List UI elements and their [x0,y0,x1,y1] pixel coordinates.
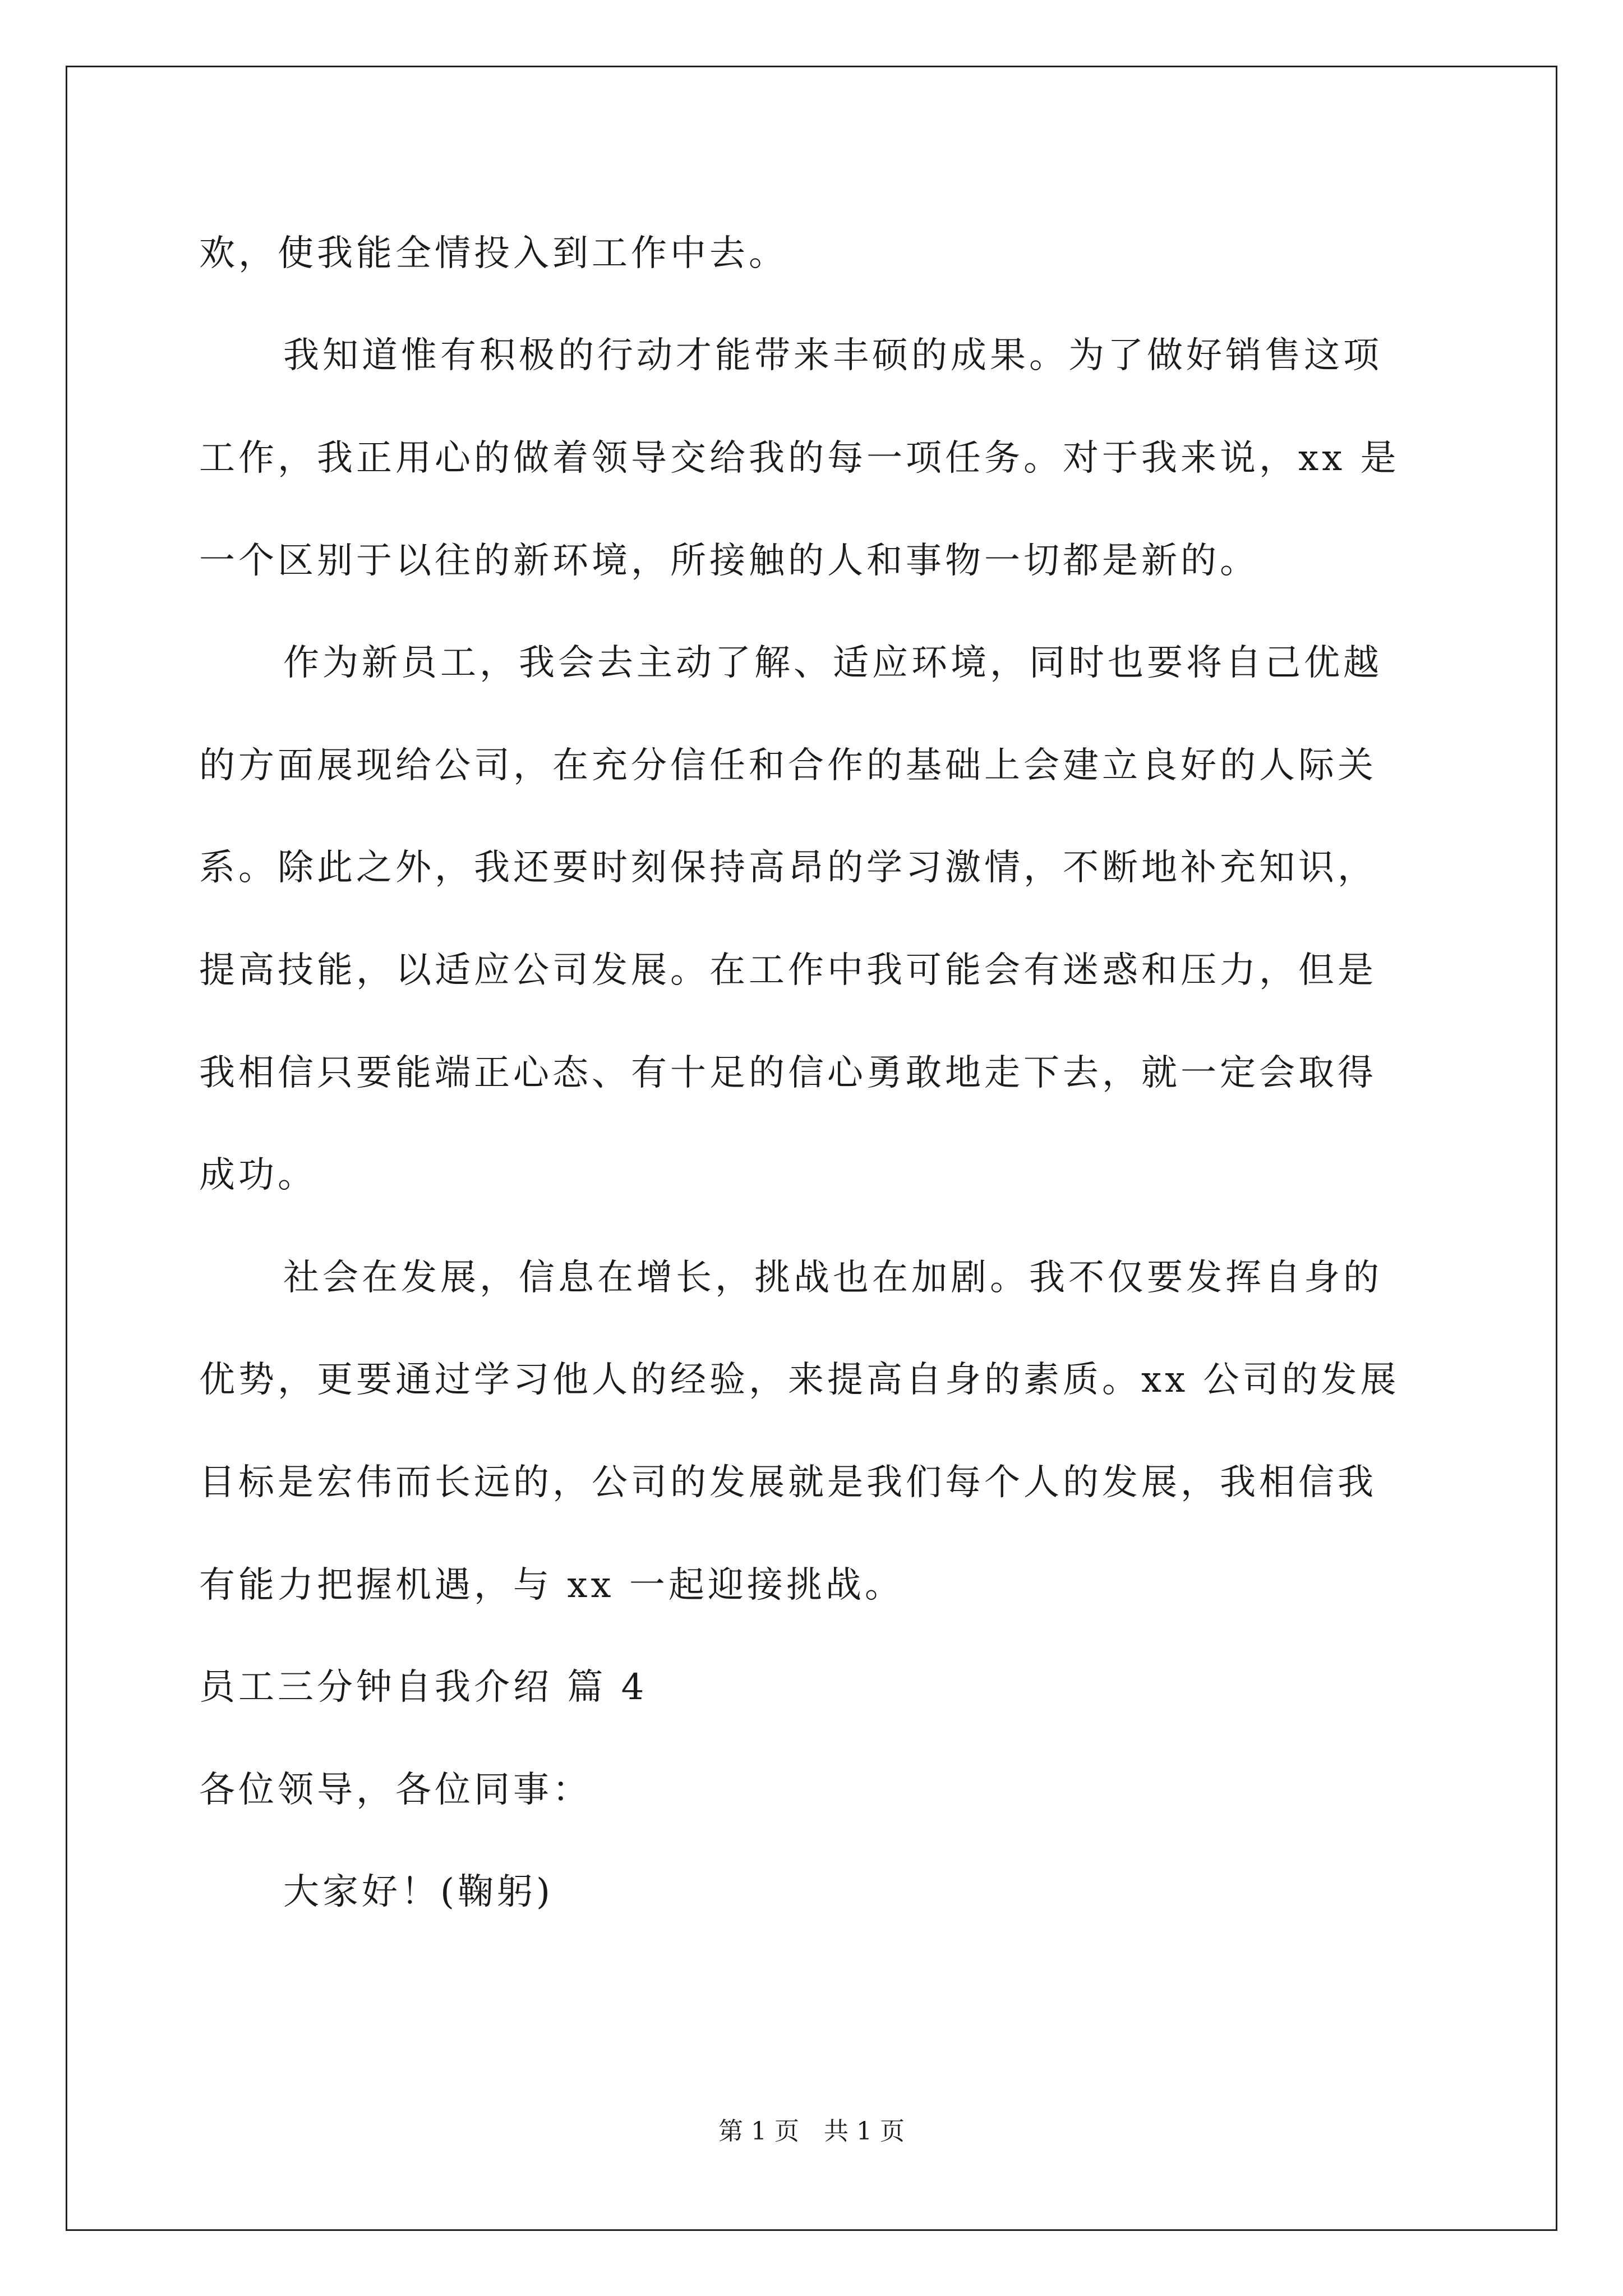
text-line: 我相信只要能端正心态、有十足的信心勇敢地走下去，就一定会取得 [199,1052,1377,1094]
text-line: 的方面展现给公司，在充分信任和合作的基础上会建立良好的人际关 [199,745,1377,786]
text-line: 提高技能，以适应公司发展。在工作中我可能会有迷惑和压力，但是 [199,950,1377,991]
text-line: 系。除此之外，我还要时刻保持高昂的学习激情，不断地补充知识， [199,847,1377,889]
section-heading: 员工三分钟自我介绍 篇 4 [199,1667,648,1708]
paragraph-start-line: 社会在发展，信息在增长，挑战也在加剧。我不仅要发挥自身的 [283,1257,1382,1299]
text-line: 优势，更要通过学习他人的经验，来提高自身的素质。xx 公司的发展 [199,1359,1400,1401]
greeting-line: 大家好！(鞠躬) [283,1871,554,1913]
salutation-line: 各位领导，各位同事： [199,1769,592,1811]
text-line: 工作，我正用心的做着领导交给我的每一项任务。对于我来说，xx 是 [199,438,1400,479]
page-number-footer: 第 1 页 共 1 页 [718,2117,905,2146]
text-line: 有能力把握机遇，与 xx 一起迎接挑战。 [199,1565,904,1606]
text-line: 目标是宏伟而长远的，公司的发展就是我们每个人的发展，我相信我 [199,1462,1377,1503]
text-line: 一个区别于以往的新环境，所接触的人和事物一切都是新的。 [199,540,1259,582]
paragraph-start-line: 我知道惟有积极的行动才能带来丰硕的成果。为了做好销售这项 [283,335,1382,376]
paragraph-start-line: 作为新员工，我会去主动了解、适应环境，同时也要将自己优越 [283,642,1382,684]
text-line: 欢，使我能全情投入到工作中去。 [199,233,788,274]
text-line: 成功。 [199,1154,317,1196]
